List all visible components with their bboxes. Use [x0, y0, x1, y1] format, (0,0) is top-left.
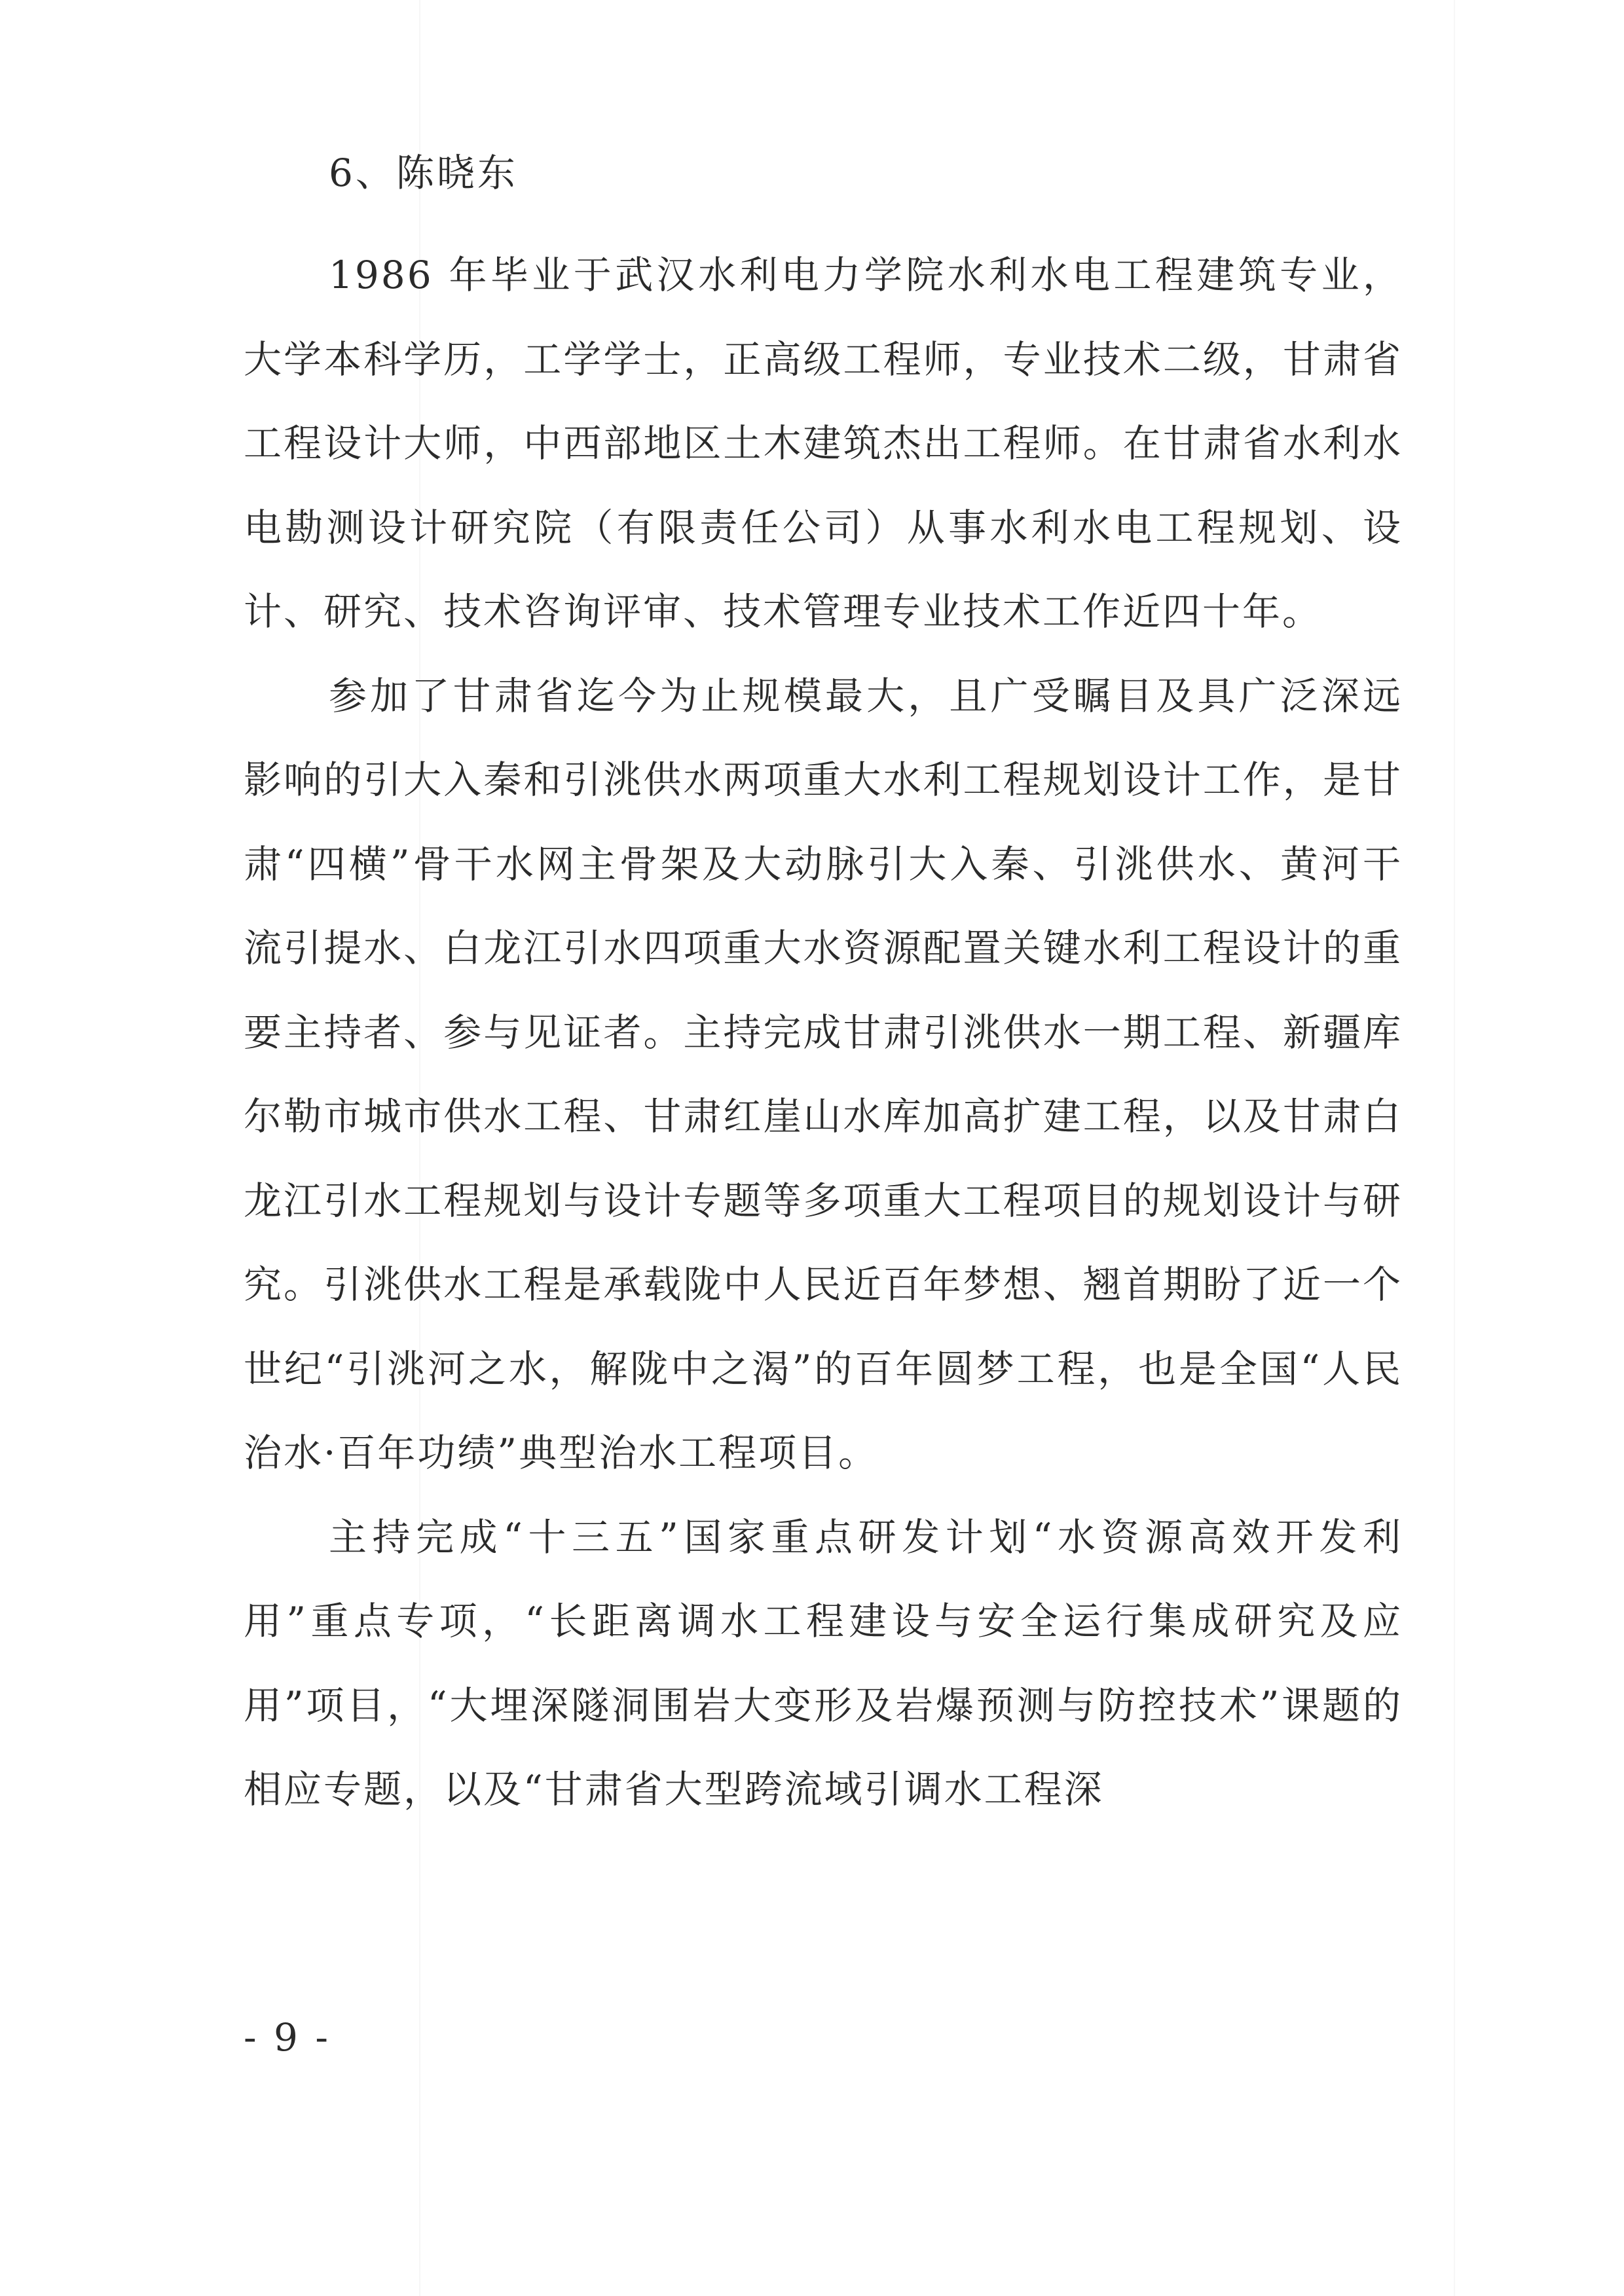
page-number: - 9 - [244, 2015, 331, 2060]
paragraph-education: 1986 年毕业于武汉水利电力学院水利水电工程建筑专业，大学本科学历，工学学士，正高级工程师，专业技术二级，甘肃省工程设计大师，中西部地区土木建筑杰出工程师。在甘肃省水利水电勘测设计研究院（有限责任公司）从事水利水电工程规划、设计、研究、技术咨询评审、技术管理专业技术工作近四十年。 [244, 253, 1403, 634]
section-heading: 6、陈晓东 [329, 151, 518, 195]
paragraph-research: 主持完成“十三五”国家重点研发计划“水资源高效开发利用”重点专项，“长距离调水工程建设与安全运行集成研究及应用”项目，“大埋深隧洞围岩大变形及岩爆预测与防控技术”课题的相应专题，以及“甘肃省大型跨流域引调水工程深 [244, 1514, 1403, 1812]
scan-artifact-line [1454, 0, 1455, 2296]
paragraph-projects: 参加了甘肃省迄今为止规模最大，且广受瞩目及具广泛深远影响的引大入秦和引洮供水两项重大水利工程规划设计工作，是甘肃“四横”骨干水网主骨架及大动脉引大入秦、引洮供水、黄河干流引提水、白龙江引水四项重大水资源配置关键水利工程设计的重要主持者、参与见证者。主持完成甘肃引洮供水一期工程、新疆库尔勒市城市供水工程、甘肃红崖山水库加高扩建工程，以及甘肃白龙江引水工程规划与设计专题等多项重大工程项目的规划设计与研究。引洮供水工程是承载陇中人民近百年梦想、翘首期盼了近一个世纪“引洮河之水，解陇中之渴”的百年圆梦工程，也是全国“人民治水·百年功绩”典型治水工程项目。 [244, 673, 1403, 1475]
document-body [244, 152, 1403, 1832]
